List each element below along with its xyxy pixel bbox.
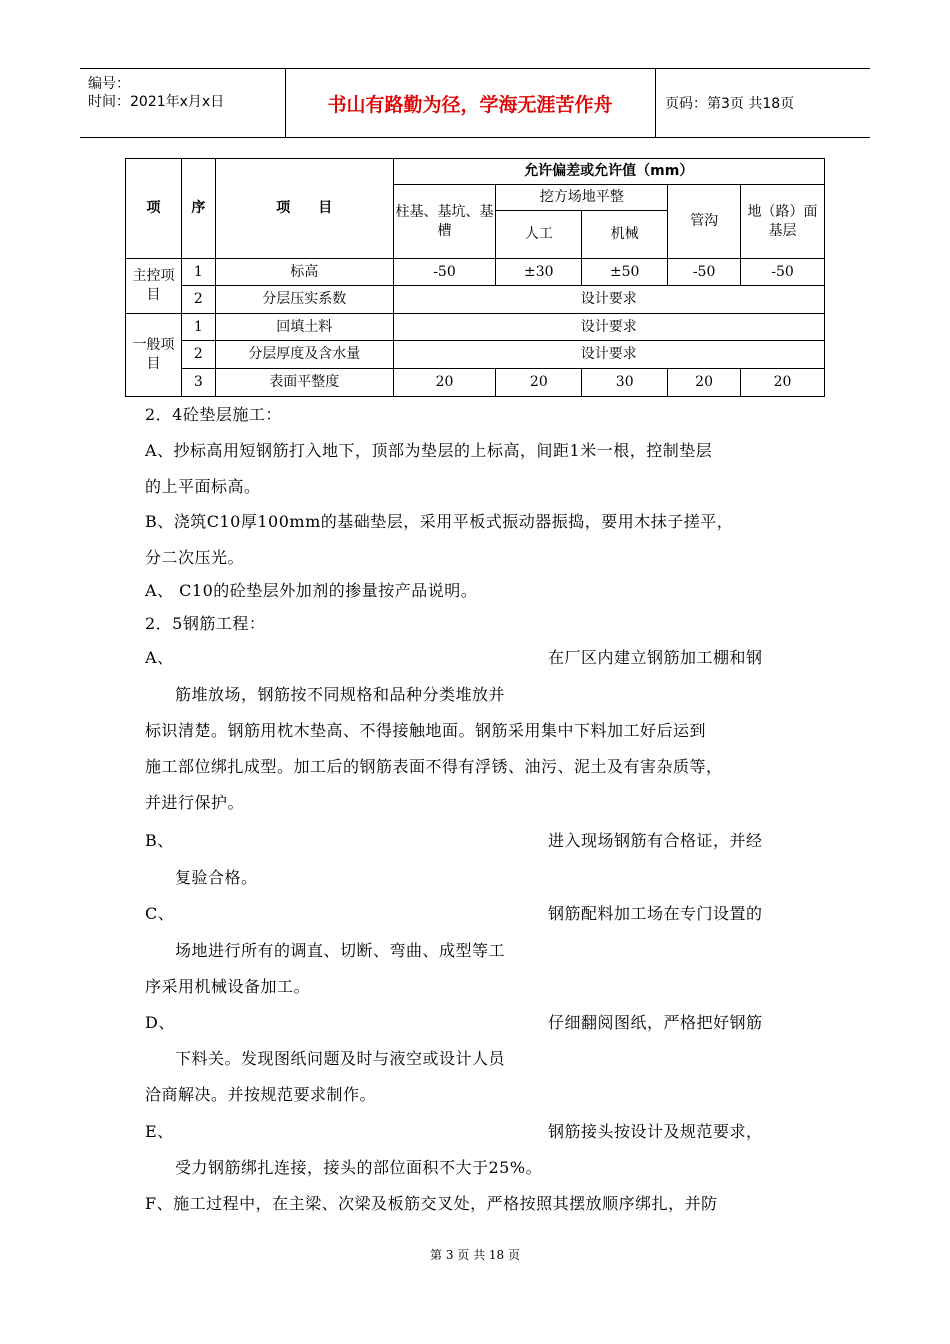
paragraph-line: 进入现场钢筋有合格证，并经 (548, 831, 763, 850)
table-row (126, 341, 825, 369)
cell-value: ±50 (582, 259, 668, 286)
cell-value: 20 (393, 369, 496, 397)
cell-value: 20 (668, 369, 741, 397)
header-meta (80, 69, 286, 137)
item-marker: C、 (145, 904, 175, 923)
header-project: 项 目 (215, 159, 393, 259)
page-label: 页码：第3页 共18页 (665, 96, 795, 112)
table-row (126, 286, 825, 314)
paragraph-line: 复验合格。 (175, 868, 258, 887)
cell-name: 回填土料 (215, 314, 393, 341)
cell-value: -50 (393, 259, 496, 286)
cell-name: 分层厚度及含水量 (215, 341, 393, 369)
paragraph-line: 的上平面标高。 (145, 477, 261, 496)
paragraph-line: A、 C10的砼垫层外加剂的掺量按产品说明。 (145, 581, 478, 600)
time-label: 时间：2021年x月x日 (88, 94, 225, 110)
paragraph-line: 筋堆放场，钢筋按不同规格和品种分类堆放并 (175, 685, 506, 704)
paragraph-line: 下料关。发现图纸问题及时与液空或设计人员 (175, 1049, 506, 1068)
paragraph-line: 并进行保护。 (145, 793, 245, 812)
cell-seq: 3 (181, 369, 215, 397)
item-marker: D、 (145, 1013, 175, 1032)
paragraph-line: 在厂区内建立钢筋加工棚和钢 (548, 648, 763, 667)
paragraph-line: 洽商解决。并按规范要求制作。 (145, 1085, 377, 1104)
paragraph-line: B、浇筑C10厚100mm的基础垫层，采用平板式振动器振捣，要用木抹子搓平， (145, 512, 734, 531)
table-row (126, 259, 825, 286)
header-excavation: 挖方场地平整 (496, 185, 668, 211)
header-foundation: 柱基、基坑、基槽 (393, 185, 496, 259)
item-marker: E、 (145, 1122, 174, 1141)
cell-span: 设计要求 (393, 286, 824, 314)
page-footer: 第 3 页 共 18 页 (430, 1248, 520, 1262)
header-road: 地（路）面基层 (741, 185, 825, 259)
cell-value: -50 (668, 259, 741, 286)
header-machine: 机械 (582, 211, 668, 259)
header-seq: 序 (181, 159, 215, 259)
paragraph-line: 分二次压光。 (145, 548, 245, 567)
cell-seq: 1 (181, 314, 215, 341)
cell-name: 标高 (215, 259, 393, 286)
section-heading: 2．5钢筋工程： (145, 614, 266, 633)
paragraph-line: 标识清楚。钢筋用枕木垫高、不得接触地面。钢筋采用集中下料加工好后运到 (145, 721, 707, 740)
paragraph-line: 钢筋接头按设计及规范要求， (548, 1122, 763, 1141)
cell-value: ±30 (496, 259, 582, 286)
header-item: 项 (126, 159, 182, 259)
cell-value: 20 (496, 369, 582, 397)
paragraph-line: 序采用机械设备加工。 (145, 977, 311, 996)
paragraph-line: 仔细翻阅图纸，严格把好钢筋 (548, 1013, 763, 1032)
table-row (126, 369, 825, 397)
cell-seq: 2 (181, 341, 215, 369)
cell-name: 分层压实系数 (215, 286, 393, 314)
paragraph-line: 施工部位绑扎成型。加工后的钢筋表面不得有浮锈、油污、泥土及有害杂质等， (145, 757, 723, 776)
paragraph-line: A、抄标高用短钢筋打入地下，顶部为垫层的上标高，间距1米一根，控制垫层 (145, 441, 713, 460)
table-row (126, 314, 825, 341)
cell-span: 设计要求 (393, 341, 824, 369)
item-marker: B、 (145, 831, 174, 850)
paragraph-line: 场地进行所有的调直、切断、弯曲、成型等工 (175, 941, 506, 960)
number-label: 编号： (88, 76, 130, 92)
cell-span: 设计要求 (393, 314, 824, 341)
page-header (80, 68, 870, 138)
section-heading: 2．4砼垫层施工： (145, 405, 282, 424)
motto: 书山有路勤为径，学海无涯苦作舟 (285, 69, 656, 137)
cell-value: -50 (741, 259, 825, 286)
header-manual: 人工 (496, 211, 582, 259)
group-main: 主控项目 (126, 259, 182, 314)
cell-seq: 2 (181, 286, 215, 314)
cell-name: 表面平整度 (215, 369, 393, 397)
paragraph-line: F、施工过程中，在主梁、次梁及板筋交叉处，严格按照其摆放顺序绑扎，并防 (145, 1194, 718, 1213)
paragraph-line: 受力钢筋绑扎连接，接头的部位面积不大于25%。 (175, 1158, 543, 1177)
header-pipe: 管沟 (668, 185, 741, 259)
paragraph-line: 钢筋配料加工场在专门设置的 (548, 904, 763, 923)
cell-value: 30 (582, 369, 668, 397)
item-marker: A、 (145, 648, 174, 667)
header-allowance: 允许偏差或允许值（mm） (393, 159, 824, 185)
cell-seq: 1 (181, 259, 215, 286)
group-general: 一般项目 (126, 314, 182, 397)
tolerance-table (125, 158, 825, 397)
cell-value: 20 (741, 369, 825, 397)
